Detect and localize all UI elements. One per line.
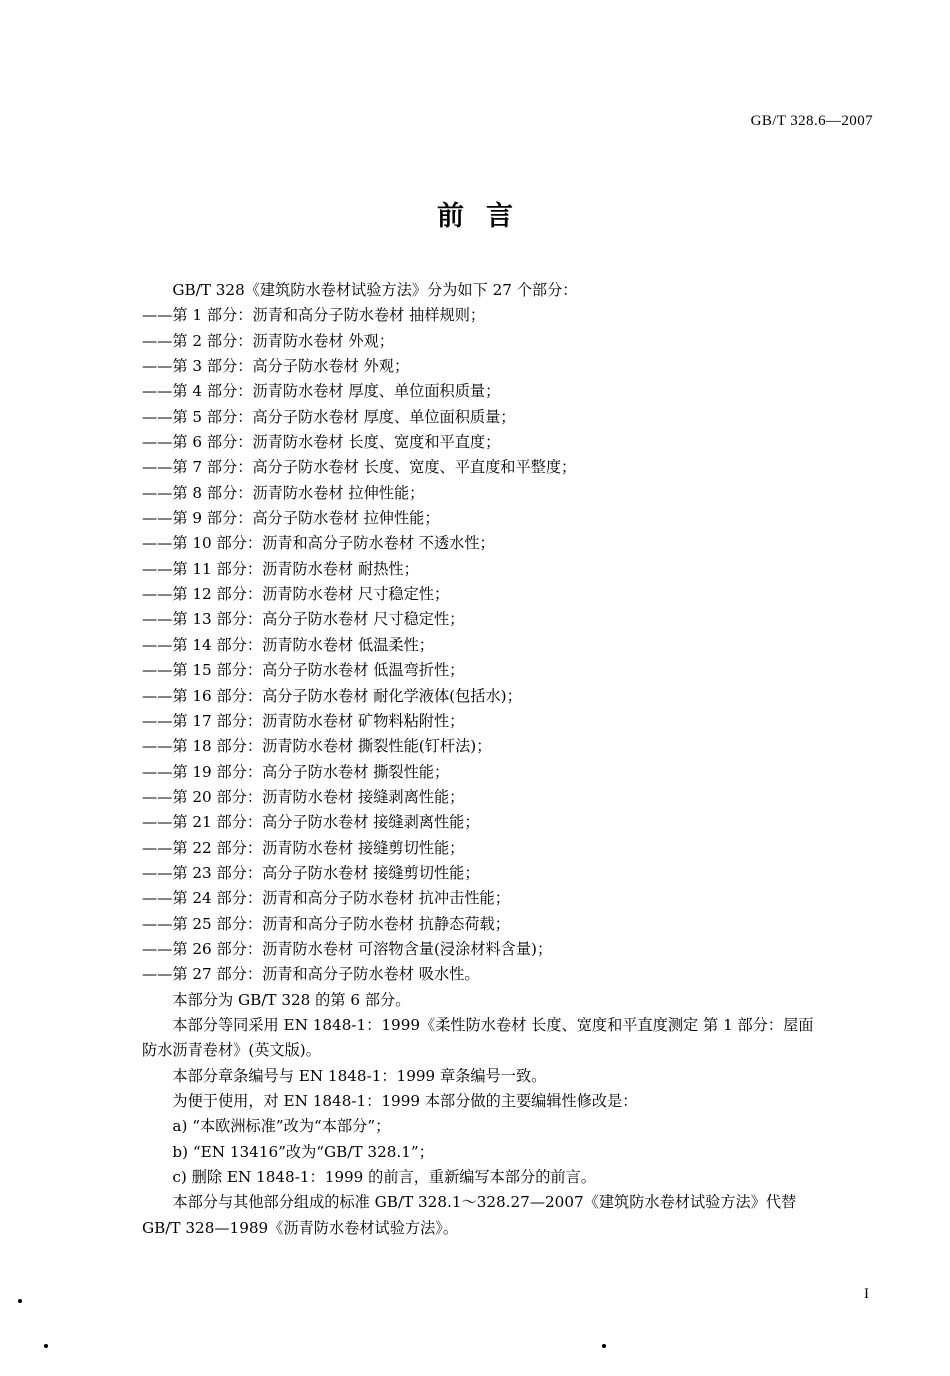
list-item-a: a) “本欧洲标准”改为“本部分”；: [172, 1117, 391, 1136]
list-item: ——第 12 部分：沥青防水卷材 尺寸稳定性；: [142, 585, 450, 604]
list-item: ——第 22 部分：沥青防水卷材 接缝剪切性能；: [142, 838, 465, 857]
list-item-b: b) “EN 13416”改为“GB/T 328.1”；: [172, 1142, 434, 1161]
page-number: I: [864, 1286, 869, 1302]
list-item: ——第 23 部分：高分子防水卷材 接缝剪切性能；: [142, 863, 480, 882]
list-item: ——第 9 部分：高分子防水卷材 拉伸性能；: [142, 509, 440, 528]
list-item: ——第 27 部分：沥青和高分子防水卷材 吸水性。: [142, 965, 480, 984]
list-item: ——第 13 部分：高分子防水卷材 尺寸稳定性；: [142, 610, 465, 629]
list-item: ——第 8 部分：沥青防水卷材 拉伸性能；: [142, 483, 425, 502]
paragraph-clause-numbering: 本部分章条编号与 EN 1848-1：1999 章条编号一致。: [172, 1066, 547, 1085]
list-item: ——第 18 部分：沥青防水卷材 撕裂性能(钉杆法)；: [142, 737, 492, 756]
list-item: ——第 21 部分：高分子防水卷材 接缝剥离性能；: [142, 813, 480, 832]
list-item: ——第 16 部分：高分子防水卷材 耐化学液体(包括水)；: [142, 686, 522, 705]
list-item: ——第 19 部分：高分子防水卷材 撕裂性能；: [142, 762, 450, 781]
standard-number: GB/T 328.6—2007: [750, 113, 873, 129]
list-item: ——第 10 部分：沥青和高分子防水卷材 不透水性；: [142, 534, 495, 553]
list-item: ——第 2 部分：沥青防水卷材 外观；: [142, 331, 394, 350]
list-item: ——第 26 部分：沥青防水卷材 可溶物含量(浸涂材料含量)；: [142, 939, 553, 958]
list-item: ——第 6 部分：沥青防水卷材 长度、宽度和平直度；: [142, 433, 501, 452]
list-item: ——第 24 部分：沥青和高分子防水卷材 抗冲击性能；: [142, 889, 510, 908]
paragraph-part-scope: 本部分为 GB/T 328 的第 6 部分。: [172, 990, 411, 1009]
paragraph-editorial-intro: 为便于使用，对 EN 1848-1：1999 本部分做的主要编辑性修改是：: [172, 1092, 638, 1110]
page-title: 前言: [437, 201, 535, 232]
list-item: ——第 4 部分：沥青防水卷材 厚度、单位面积质量；: [142, 382, 501, 401]
list-item: ——第 20 部分：沥青防水卷材 接缝剥离性能；: [142, 787, 465, 806]
list-item: ——第 11 部分：沥青防水卷材 耐热性；: [142, 559, 419, 578]
list-item: ——第 14 部分：沥青防水卷材 低温柔性；: [142, 635, 434, 654]
intro-paragraph: GB/T 328《建筑防水卷材试验方法》分为如下 27 个部分：: [172, 281, 578, 299]
paragraph-adoption: 本部分等同采用 EN 1848-1：1999《柔性防水卷材 长度、宽度和平直度测定 第 1 部分：屋面防水沥青卷材》(英文版)。: [142, 1015, 814, 1060]
crop-mark-bottom: [602, 1344, 606, 1348]
list-item: ——第 5 部分：高分子防水卷材 厚度、单位面积质量；: [142, 407, 516, 426]
list-item: ——第 15 部分：高分子防水卷材 低温弯折性；: [142, 661, 465, 680]
foreword-body: [142, 278, 814, 1241]
list-item-c: c) 删除 EN 1848-1：1999 的前言，重新编写本部分的前言。: [172, 1168, 596, 1187]
crop-mark-bottom-left: [44, 1344, 48, 1348]
list-item: ——第 1 部分：沥青和高分子防水卷材 抽样规则；: [142, 306, 486, 325]
list-item: ——第 7 部分：高分子防水卷材 长度、宽度、平直度和平整度；: [142, 458, 577, 477]
list-item: ——第 3 部分：高分子防水卷材 外观；: [142, 357, 410, 376]
list-item: ——第 17 部分：沥青防水卷材 矿物料粘附性；: [142, 711, 465, 730]
paragraph-replaces: 本部分与其他部分组成的标准 GB/T 328.1～328.27—2007《建筑防水卷材试验方法》代替 GB/T 328—1989《沥青防水卷材试验方法》。: [142, 1193, 797, 1237]
list-item: ——第 25 部分：沥青和高分子防水卷材 抗静态荷载；: [142, 914, 510, 933]
crop-mark-left: [18, 1299, 22, 1303]
